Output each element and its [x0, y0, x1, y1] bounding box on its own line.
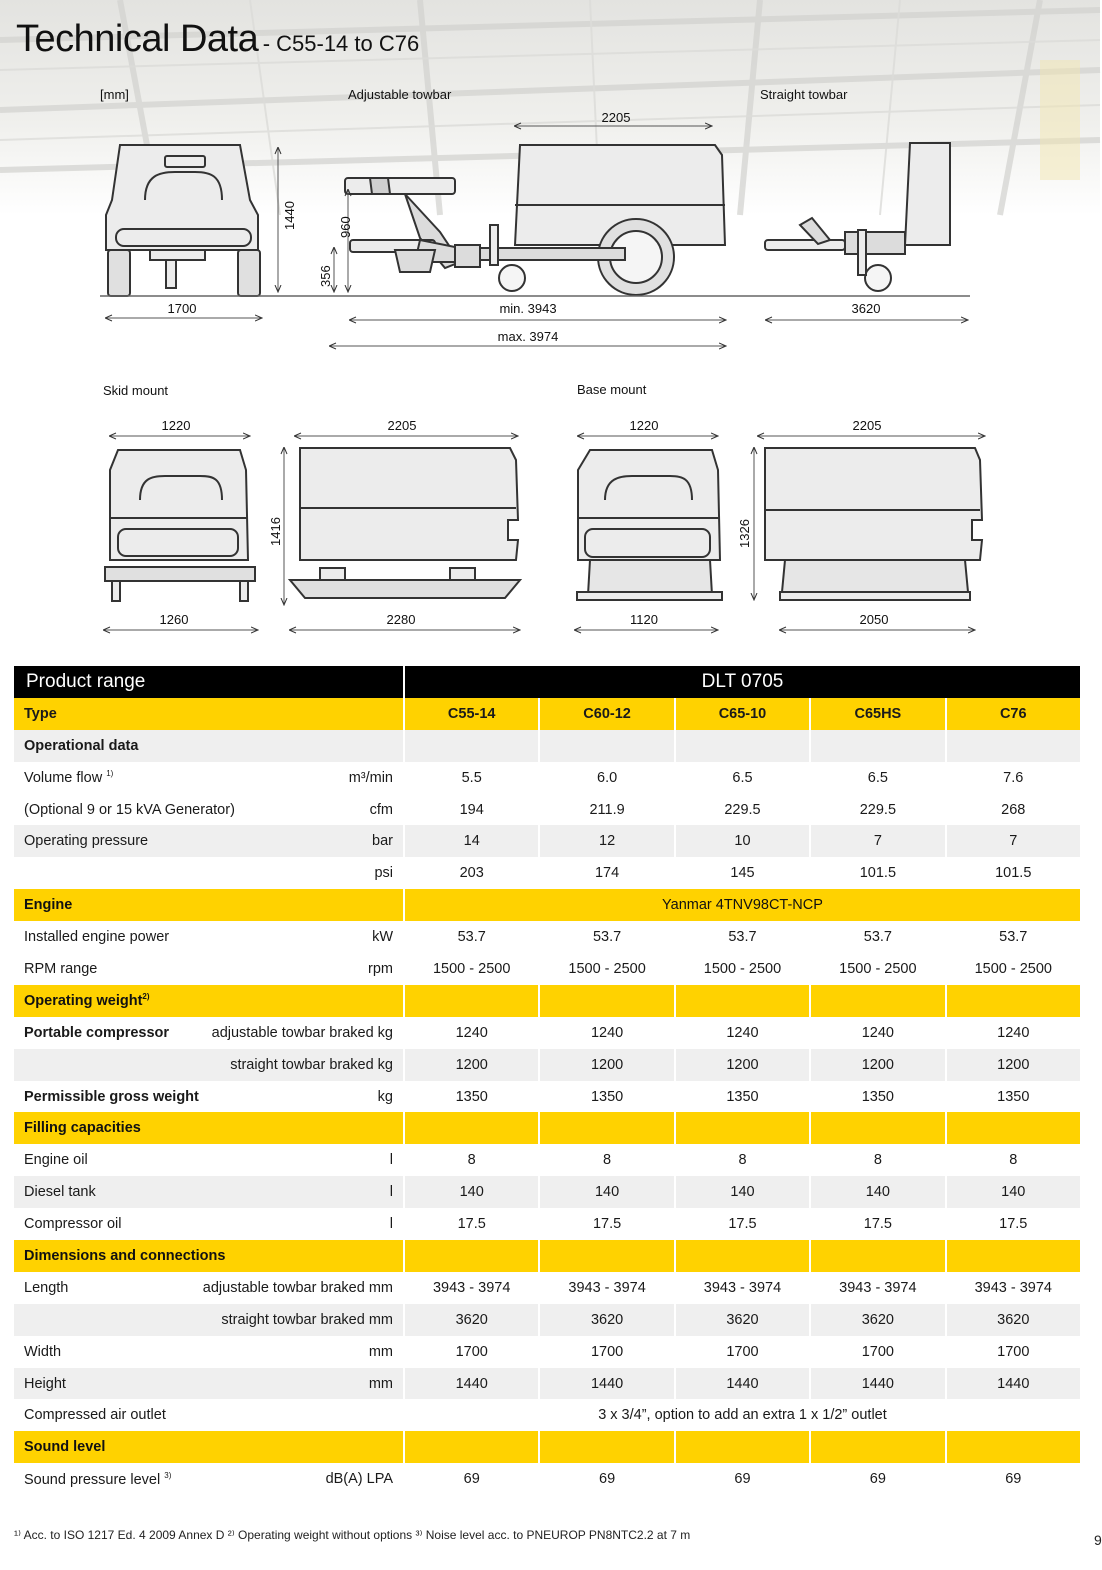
section-row-operational [14, 730, 1081, 762]
cell-value: 69 [675, 1463, 810, 1495]
row-label: Height [24, 1375, 66, 1392]
cell-value: 8 [675, 1144, 810, 1176]
cell-value: 145 [675, 857, 810, 889]
cell-value: 3620 [810, 1304, 945, 1336]
cell-value: 174 [539, 857, 674, 889]
table-row [14, 1017, 1081, 1049]
skid-mount-label: Skid mount [103, 383, 169, 398]
row-unit: adjustable towbar braked kg [211, 1024, 393, 1041]
cell-value: 3620 [675, 1304, 810, 1336]
cell-value: 1350 [404, 1081, 539, 1113]
cell-value: 1240 [946, 1017, 1081, 1049]
table-row [14, 762, 1081, 794]
cell-value: 3943 - 3974 [675, 1272, 810, 1304]
cell-value: 1700 [810, 1336, 945, 1368]
cell-value: 69 [946, 1463, 1081, 1495]
cell-value: 53.7 [946, 921, 1081, 953]
straight-towbar-view [765, 143, 950, 291]
cell-value: 3620 [946, 1304, 1081, 1336]
cell-value: 53.7 [404, 921, 539, 953]
table-row [14, 1081, 1081, 1113]
row-unit: m³/min [348, 769, 393, 786]
row-unit: psi [374, 865, 393, 882]
cell-value: 3943 - 3974 [539, 1272, 674, 1304]
section-row-sound [14, 1431, 1081, 1463]
skid-front-view [105, 450, 255, 601]
cell-value: 69 [539, 1463, 674, 1495]
skid-side-view [290, 448, 520, 598]
cell-value: 7 [810, 825, 945, 857]
section-label: Operational data [14, 730, 404, 762]
cell-value: 3943 - 3974 [946, 1272, 1081, 1304]
cell-value: 7.6 [946, 762, 1081, 794]
row-label: Length [24, 1279, 69, 1296]
cell-value: 69 [404, 1463, 539, 1495]
model-name: C65-10 [675, 698, 810, 730]
cell-value: 1350 [946, 1081, 1081, 1113]
cell-value: 53.7 [675, 921, 810, 953]
table-row [14, 794, 1081, 826]
title-main: Technical Data [16, 18, 259, 60]
cell-value: 12 [539, 825, 674, 857]
cell-value: 69 [810, 1463, 945, 1495]
row-label: Engine oil [24, 1152, 88, 1169]
row-unit: l [389, 1152, 393, 1169]
cell-value: 7 [946, 825, 1081, 857]
dim-towbar-high: 960 [338, 216, 353, 238]
dim-skid-top-width: 1220 [161, 418, 191, 433]
cell-value: 8 [404, 1144, 539, 1176]
row-unit: mm [368, 1375, 393, 1392]
table-row [14, 921, 1081, 953]
dim-max-length: max. 3974 [497, 329, 559, 344]
section-label: Filling capacities [14, 1112, 404, 1144]
cell-value: 140 [539, 1176, 674, 1208]
dim-base-bottom-width: 1120 [630, 612, 658, 627]
dim-base-top-width: 1220 [629, 418, 659, 433]
dim-base-body-length: 2205 [852, 418, 882, 433]
row-unit: l [389, 1184, 393, 1201]
cell-value: 1700 [946, 1336, 1081, 1368]
cell-value: 1700 [404, 1336, 539, 1368]
cell-value: 1700 [675, 1336, 810, 1368]
type-label: Type [14, 698, 404, 730]
table-row [14, 857, 1081, 889]
row-unit: rpm [368, 960, 393, 977]
row-unit: kW [372, 929, 393, 946]
dim-straight-length: 3620 [851, 301, 881, 316]
cell-value: 1200 [946, 1049, 1081, 1081]
cell-value: 1200 [404, 1049, 539, 1081]
cell-value: 1240 [539, 1017, 674, 1049]
row-label: Diesel tank [24, 1184, 96, 1201]
type-row [14, 698, 1081, 730]
cell-value: 53.7 [539, 921, 674, 953]
row-unit: bar [372, 833, 393, 850]
footnote-ref: 2) [142, 992, 150, 1002]
cell-value: 268 [946, 794, 1081, 826]
cell-value: 101.5 [810, 857, 945, 889]
cell-value: 194 [404, 794, 539, 826]
row-label: RPM range [24, 960, 98, 977]
table-header-row [14, 666, 1081, 698]
model-family: DLT 0705 [404, 666, 1081, 698]
model-name: C55-14 [404, 698, 539, 730]
title-subtitle: - C55-14 to C76 [262, 31, 420, 56]
cell-value: 1350 [539, 1081, 674, 1113]
cell-value: 17.5 [946, 1208, 1081, 1240]
cell-value: 1700 [539, 1336, 674, 1368]
cell-value: 211.9 [539, 794, 674, 826]
cell-value: 1200 [539, 1049, 674, 1081]
cell-value: 3620 [539, 1304, 674, 1336]
cell-value: 14 [404, 825, 539, 857]
unit-label: [mm] [100, 87, 129, 102]
table-row [14, 1368, 1081, 1400]
row-unit: straight towbar braked kg [230, 1056, 393, 1073]
model-name: C76 [946, 698, 1081, 730]
section-label: Sound level [14, 1431, 404, 1463]
row-label: Width [24, 1343, 62, 1360]
technical-data-table [14, 666, 1082, 1495]
cell-value: 17.5 [404, 1208, 539, 1240]
cell-value: 1240 [404, 1017, 539, 1049]
cell-value: 1440 [675, 1368, 810, 1400]
section-label: Operating weight [24, 993, 143, 1010]
cell-value: 8 [539, 1144, 674, 1176]
cell-value: 6.5 [810, 762, 945, 794]
cell-value: 17.5 [810, 1208, 945, 1240]
cell-value: 140 [404, 1176, 539, 1208]
row-unit: mm [368, 1343, 393, 1360]
row-label: (Optional 9 or 15 kVA Generator) [24, 801, 235, 818]
table-row [14, 1399, 1081, 1431]
table-row [14, 825, 1081, 857]
cell-value: 1440 [404, 1368, 539, 1400]
row-label: Installed engine power [24, 929, 170, 946]
cell-value: 1240 [675, 1017, 810, 1049]
cell-value: 8 [946, 1144, 1081, 1176]
cell-value: 53.7 [810, 921, 945, 953]
dim-skid-body-length: 2205 [387, 418, 417, 433]
table-row [14, 1272, 1081, 1304]
footnote-ref: 3) [164, 1470, 172, 1480]
cell-value: 1200 [810, 1049, 945, 1081]
row-label: Permissible gross weight [24, 1088, 199, 1105]
cell-value: 10 [675, 825, 810, 857]
table-row [14, 1208, 1081, 1240]
cell-value: 1440 [946, 1368, 1081, 1400]
cell-value: 1500 - 2500 [675, 953, 810, 985]
row-label: Compressed air outlet [14, 1399, 404, 1431]
section-row-weight [14, 985, 1081, 1017]
cell-value: 5.5 [404, 762, 539, 794]
side-view-trailer [345, 145, 725, 295]
table-row [14, 1176, 1081, 1208]
dim-skid-height: 1416 [268, 517, 283, 546]
cell-value: 229.5 [810, 794, 945, 826]
table-row [14, 1463, 1081, 1495]
row-unit: dB(A) LPA [325, 1471, 393, 1488]
cell-value: 1200 [675, 1049, 810, 1081]
base-front-view [577, 450, 722, 600]
footnote-ref: 1) [106, 769, 114, 779]
base-mount-label: Base mount [577, 382, 647, 397]
cell-value: 3 x 3/4”, option to add an extra 1 x 1/2” outlet [404, 1399, 1081, 1431]
cell-value: 203 [404, 857, 539, 889]
section-label: Dimensions and connections [14, 1240, 404, 1272]
dim-height: 1440 [282, 201, 297, 230]
dim-min-length: min. 3943 [499, 301, 557, 316]
dim-towbar-low: 356 [318, 265, 333, 287]
straight-towbar-label: Straight towbar [760, 87, 848, 102]
section-row-filling [14, 1112, 1081, 1144]
model-name: C65HS [810, 698, 945, 730]
engine-model: Yanmar 4TNV98CT-NCP [404, 889, 1081, 921]
technical-drawings [0, 0, 1100, 660]
section-row-engine [14, 889, 1081, 921]
row-unit: kg [377, 1088, 393, 1105]
cell-value: 140 [810, 1176, 945, 1208]
cell-value: 140 [675, 1176, 810, 1208]
cell-value: 140 [946, 1176, 1081, 1208]
cell-value: 3620 [404, 1304, 539, 1336]
table-row [14, 1304, 1081, 1336]
cell-value: 1440 [810, 1368, 945, 1400]
cell-value: 1500 - 2500 [946, 953, 1081, 985]
row-unit: l [389, 1216, 393, 1233]
row-label: Compressor oil [24, 1216, 122, 1233]
cell-value: 17.5 [675, 1208, 810, 1240]
table-row [14, 1049, 1081, 1081]
footnotes: ¹⁾ Acc. to ISO 1217 Ed. 4 2009 Annex D ²⁾ Operating weight without options ³⁾ Noise level acc. to PNEUROP PN8NTC2.2 at 7 m [14, 1528, 691, 1542]
adjustable-towbar-label: Adjustable towbar [348, 87, 452, 102]
row-unit: cfm [369, 801, 393, 818]
cell-value: 8 [810, 1144, 945, 1176]
row-unit: straight towbar braked mm [221, 1311, 393, 1328]
row-label: Operating pressure [24, 833, 149, 850]
section-row-dimensions [14, 1240, 1081, 1272]
cell-value: 101.5 [946, 857, 1081, 889]
cell-value: 1500 - 2500 [539, 953, 674, 985]
cell-value: 3943 - 3974 [404, 1272, 539, 1304]
dim-skid-bottom-length: 2280 [386, 612, 416, 627]
table-row [14, 953, 1081, 985]
cell-value: 1500 - 2500 [810, 953, 945, 985]
cell-value: 1350 [675, 1081, 810, 1113]
row-label-wrap [24, 769, 113, 786]
cell-value: 1500 - 2500 [404, 953, 539, 985]
cell-value: 17.5 [539, 1208, 674, 1240]
cell-value: 1440 [539, 1368, 674, 1400]
dim-base-height: 1326 [737, 519, 752, 548]
dim-front-width: 1700 [167, 301, 197, 316]
dim-body-length: 2205 [601, 110, 631, 125]
row-label: Sound pressure level [24, 1471, 161, 1488]
table-row [14, 1144, 1081, 1176]
front-view-trailer [106, 145, 260, 296]
cell-value: 6.0 [539, 762, 674, 794]
cell-value: 1240 [810, 1017, 945, 1049]
row-label-wrap [24, 1471, 171, 1488]
dim-base-bottom-length: 2050 [859, 612, 889, 627]
section-label: Engine [14, 889, 404, 921]
model-name: C60-12 [539, 698, 674, 730]
row-label: Portable compressor [24, 1024, 170, 1041]
base-side-view [765, 448, 982, 600]
cell-value: 229.5 [675, 794, 810, 826]
product-range-label: Product range [14, 666, 404, 698]
dim-skid-bottom-width: 1260 [159, 612, 189, 627]
row-unit: adjustable towbar braked mm [202, 1279, 393, 1296]
cell-value: 1350 [810, 1081, 945, 1113]
cell-value: 3943 - 3974 [810, 1272, 945, 1304]
page-number: 9 [1094, 1532, 1102, 1548]
table-row [14, 1336, 1081, 1368]
row-label: Volume flow [24, 770, 103, 787]
cell-value: 6.5 [675, 762, 810, 794]
